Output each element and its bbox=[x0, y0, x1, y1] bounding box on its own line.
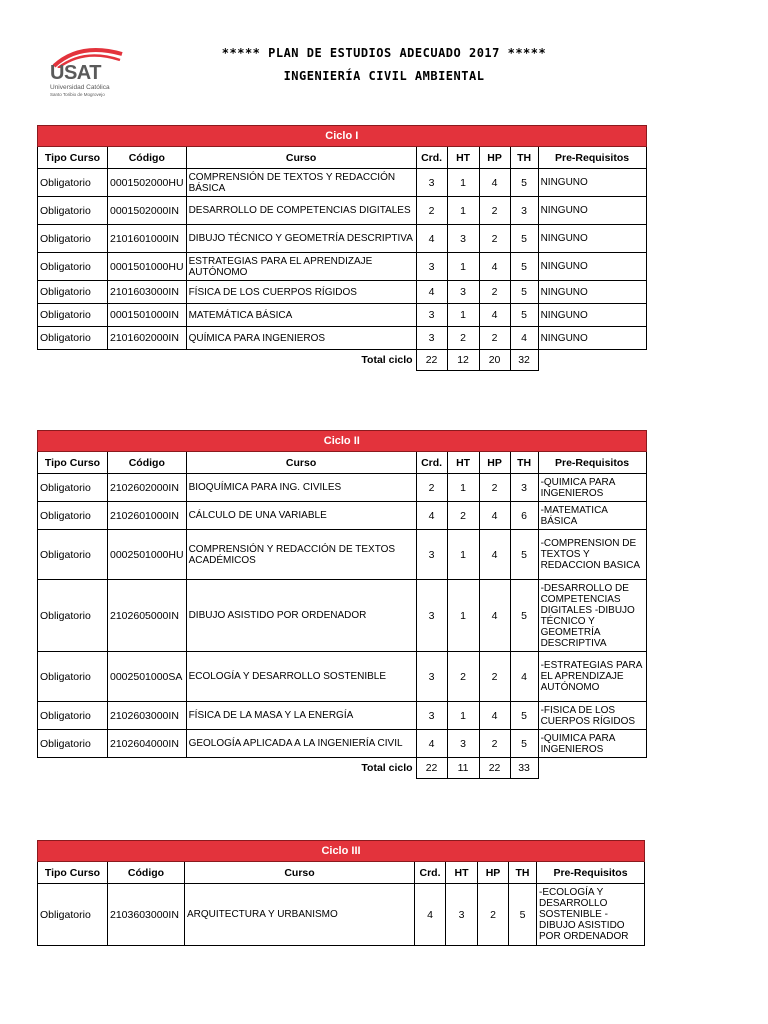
column-header: Tipo Curso bbox=[38, 862, 108, 884]
cell-crd: 2 bbox=[416, 197, 447, 225]
cell-ht: 2 bbox=[447, 502, 479, 530]
cell-crd: 3 bbox=[416, 304, 447, 327]
cell-pre: NINGUNO bbox=[538, 327, 646, 350]
cell-ht: 1 bbox=[447, 169, 479, 197]
cell-codigo: 2103603000IN bbox=[108, 884, 185, 946]
cell-pre: -ESTRATEGIAS PARA EL APRENDIZAJE AUTÓNOMO bbox=[538, 652, 646, 702]
cell-hp: 4 bbox=[479, 253, 510, 281]
cell-crd: 4 bbox=[416, 730, 447, 758]
cell-codigo: 0001502000IN bbox=[108, 197, 187, 225]
cell-hp: 2 bbox=[479, 730, 510, 758]
total-crd: 22 bbox=[416, 350, 447, 371]
table-row bbox=[38, 225, 647, 253]
cell-crd: 3 bbox=[416, 580, 447, 652]
cell-tipo: Obligatorio bbox=[38, 304, 108, 327]
logo-subtitle: Universidad Católica bbox=[50, 84, 110, 91]
logo-subtitle-2: Santo Toribio de Mogrovejo bbox=[50, 92, 105, 97]
column-header: Código bbox=[108, 452, 187, 474]
cell-th: 5 bbox=[510, 580, 538, 652]
column-header: Código bbox=[108, 862, 185, 884]
cell-curso: DIBUJO TÉCNICO Y GEOMETRÍA DESCRIPTIVA bbox=[186, 225, 416, 253]
column-header-row bbox=[38, 452, 647, 474]
cell-crd: 4 bbox=[416, 281, 447, 304]
cell-hp: 4 bbox=[479, 580, 510, 652]
table-row bbox=[38, 304, 647, 327]
table-row bbox=[38, 502, 647, 530]
total-label: Total ciclo bbox=[361, 354, 413, 367]
cell-crd: 3 bbox=[416, 327, 447, 350]
page-title: ***** PLAN DE ESTUDIOS ADECUADO 2017 ***** bbox=[221, 46, 547, 60]
cell-crd: 3 bbox=[416, 169, 447, 197]
cell-hp: 2 bbox=[479, 197, 510, 225]
cell-codigo: 2101602000IN bbox=[108, 327, 187, 350]
cell-ht: 1 bbox=[447, 197, 479, 225]
cell-codigo: 2102602000IN bbox=[108, 474, 187, 502]
cell-hp: 4 bbox=[479, 530, 510, 580]
cell-ht: 1 bbox=[447, 253, 479, 281]
cell-ht: 1 bbox=[447, 702, 479, 730]
cell-crd: 4 bbox=[416, 502, 447, 530]
column-header: Pre-Requisitos bbox=[538, 452, 646, 474]
table-row bbox=[38, 702, 647, 730]
cell-th: 4 bbox=[510, 327, 538, 350]
column-header: Crd. bbox=[416, 147, 447, 169]
cell-crd: 3 bbox=[416, 530, 447, 580]
cell-ht: 3 bbox=[447, 225, 479, 253]
cell-tipo: Obligatorio bbox=[38, 730, 108, 758]
total-ht: 12 bbox=[447, 350, 479, 371]
cell-tipo: Obligatorio bbox=[38, 652, 108, 702]
cell-codigo: 2102601000IN bbox=[108, 502, 187, 530]
cell-codigo: 2102603000IN bbox=[108, 702, 187, 730]
ciclo-header-row bbox=[38, 431, 647, 452]
cell-curso: GEOLOGÍA APLICADA A LA INGENIERÍA CIVIL bbox=[186, 730, 416, 758]
cell-tipo: Obligatorio bbox=[38, 197, 108, 225]
ciclo-header-row bbox=[38, 841, 645, 862]
table-row bbox=[38, 530, 647, 580]
cell-codigo: 0001501000HU bbox=[108, 253, 187, 281]
cell-curso: ECOLOGÍA Y DESARROLLO SOSTENIBLE bbox=[186, 652, 416, 702]
cell-ht: 3 bbox=[447, 281, 479, 304]
cell-ht: 1 bbox=[447, 474, 479, 502]
table-row bbox=[38, 580, 647, 652]
cell-codigo: 0001502000HU bbox=[108, 169, 187, 197]
table-row bbox=[38, 169, 647, 197]
cell-hp: 4 bbox=[479, 502, 510, 530]
cell-curso: CÁLCULO DE UNA VARIABLE bbox=[186, 502, 416, 530]
cell-pre: NINGUNO bbox=[538, 169, 646, 197]
total-th: 33 bbox=[510, 758, 538, 779]
total-blank bbox=[38, 758, 187, 779]
cell-curso: MATEMÁTICA BÁSICA bbox=[186, 304, 416, 327]
cell-codigo: 0001501000IN bbox=[108, 304, 187, 327]
cell-th: 5 bbox=[509, 884, 537, 946]
column-header: Crd. bbox=[416, 452, 447, 474]
table-row bbox=[38, 253, 647, 281]
cell-crd: 3 bbox=[416, 702, 447, 730]
cell-hp: 4 bbox=[479, 169, 510, 197]
column-header: HT bbox=[446, 862, 478, 884]
ciclo-header-row bbox=[38, 126, 647, 147]
cell-curso: COMPRENSIÓN Y REDACCIÓN DE TEXTOS ACADÉMICOS bbox=[186, 530, 416, 580]
total-blank-end bbox=[538, 758, 646, 779]
cell-codigo: 2102604000IN bbox=[108, 730, 187, 758]
table-row bbox=[38, 327, 647, 350]
cell-curso: ESTRATEGIAS PARA EL APRENDIZAJE AUTÓNOMO bbox=[186, 253, 416, 281]
cell-codigo: 2101603000IN bbox=[108, 281, 187, 304]
total-hp: 22 bbox=[479, 758, 510, 779]
column-header: HT bbox=[447, 147, 479, 169]
cell-codigo: 2101601000IN bbox=[108, 225, 187, 253]
column-header: HP bbox=[479, 452, 510, 474]
cell-tipo: Obligatorio bbox=[38, 884, 108, 946]
cell-curso: DESARROLLO DE COMPETENCIAS DIGITALES bbox=[186, 197, 416, 225]
page-subtitle: INGENIERÍA CIVIL AMBIENTAL bbox=[283, 69, 485, 83]
logo-text: USAT bbox=[50, 62, 101, 84]
total-label: Total ciclo bbox=[361, 762, 413, 775]
cell-codigo: 0002501000SA bbox=[108, 652, 187, 702]
cell-pre: -QUIMICA PARA INGENIEROS bbox=[538, 474, 646, 502]
cell-crd: 4 bbox=[416, 225, 447, 253]
cell-pre: NINGUNO bbox=[538, 253, 646, 281]
cell-th: 5 bbox=[510, 225, 538, 253]
cell-pre: NINGUNO bbox=[538, 304, 646, 327]
total-blank-end bbox=[538, 350, 646, 371]
total-th: 32 bbox=[510, 350, 538, 371]
table-row bbox=[38, 884, 645, 946]
cell-th: 5 bbox=[510, 702, 538, 730]
total-blank bbox=[38, 350, 187, 371]
cell-tipo: Obligatorio bbox=[38, 702, 108, 730]
column-header-row bbox=[38, 862, 645, 884]
table-row bbox=[38, 474, 647, 502]
cell-pre: -QUIMICA PARA INGENIEROS bbox=[538, 730, 646, 758]
table-row bbox=[38, 652, 647, 702]
column-header: Pre-Requisitos bbox=[538, 147, 646, 169]
table-row bbox=[38, 730, 647, 758]
cell-tipo: Obligatorio bbox=[38, 530, 108, 580]
cell-ht: 3 bbox=[447, 730, 479, 758]
column-header: HP bbox=[478, 862, 509, 884]
cell-codigo: 0002501000HU bbox=[108, 530, 187, 580]
cell-tipo: Obligatorio bbox=[38, 502, 108, 530]
cell-pre: -MATEMATICA BÁSICA bbox=[538, 502, 646, 530]
cell-th: 5 bbox=[510, 304, 538, 327]
cell-pre: NINGUNO bbox=[538, 281, 646, 304]
ciclo-title: Ciclo II bbox=[38, 431, 647, 452]
cell-hp: 2 bbox=[479, 281, 510, 304]
total-row bbox=[38, 758, 647, 779]
cell-pre: NINGUNO bbox=[538, 197, 646, 225]
cell-th: 5 bbox=[510, 281, 538, 304]
cell-tipo: Obligatorio bbox=[38, 225, 108, 253]
cell-crd: 4 bbox=[415, 884, 446, 946]
column-header: Código bbox=[108, 147, 187, 169]
cell-ht: 1 bbox=[447, 304, 479, 327]
total-row bbox=[38, 350, 647, 371]
cell-pre: -DESARROLLO DE COMPETENCIAS DIGITALES -DIBUJO TÉCNICO Y GEOMETRÍA DESCRIPTIVA bbox=[538, 580, 646, 652]
cell-curso: ARQUITECTURA Y URBANISMO bbox=[185, 884, 415, 946]
cell-th: 3 bbox=[510, 474, 538, 502]
cell-tipo: Obligatorio bbox=[38, 327, 108, 350]
cell-crd: 2 bbox=[416, 474, 447, 502]
cell-tipo: Obligatorio bbox=[38, 474, 108, 502]
cell-curso: QUÍMICA PARA INGENIEROS bbox=[186, 327, 416, 350]
ciclo-title: Ciclo III bbox=[38, 841, 645, 862]
cell-crd: 3 bbox=[416, 652, 447, 702]
column-header: TH bbox=[510, 452, 538, 474]
cell-curso: FÍSICA DE LOS CUERPOS RÍGIDOS bbox=[186, 281, 416, 304]
cell-crd: 3 bbox=[416, 253, 447, 281]
column-header: Tipo Curso bbox=[38, 452, 108, 474]
cell-tipo: Obligatorio bbox=[38, 169, 108, 197]
ciclo-table bbox=[37, 125, 647, 371]
cell-hp: 2 bbox=[479, 474, 510, 502]
cell-ht: 3 bbox=[446, 884, 478, 946]
cell-th: 5 bbox=[510, 730, 538, 758]
cell-th: 3 bbox=[510, 197, 538, 225]
cell-hp: 4 bbox=[479, 304, 510, 327]
cell-curso: FÍSICA DE LA MASA Y LA ENERGÍA bbox=[186, 702, 416, 730]
cell-tipo: Obligatorio bbox=[38, 281, 108, 304]
ciclo-table bbox=[37, 430, 647, 779]
cell-ht: 2 bbox=[447, 652, 479, 702]
cell-th: 5 bbox=[510, 530, 538, 580]
cell-th: 5 bbox=[510, 169, 538, 197]
cell-curso: BIOQUÍMICA PARA ING. CIVILES bbox=[186, 474, 416, 502]
cell-hp: 2 bbox=[479, 327, 510, 350]
cell-ht: 1 bbox=[447, 580, 479, 652]
cell-tipo: Obligatorio bbox=[38, 580, 108, 652]
cell-pre: -COMPRENSION DE TEXTOS Y REDACCION BASICA bbox=[538, 530, 646, 580]
column-header: Pre-Requisitos bbox=[537, 862, 645, 884]
column-header-row bbox=[38, 147, 647, 169]
cell-pre: -FISICA DE LOS CUERPOS RÍGIDOS bbox=[538, 702, 646, 730]
table-row bbox=[38, 281, 647, 304]
cell-ht: 1 bbox=[447, 530, 479, 580]
column-header: Crd. bbox=[415, 862, 446, 884]
cell-tipo: Obligatorio bbox=[38, 253, 108, 281]
ciclo-table bbox=[37, 840, 645, 946]
column-header: Curso bbox=[186, 147, 416, 169]
cell-curso: COMPRENSIÓN DE TEXTOS Y REDACCIÓN BÁSICA bbox=[186, 169, 416, 197]
cell-ht: 2 bbox=[447, 327, 479, 350]
column-header: TH bbox=[509, 862, 537, 884]
column-header: Curso bbox=[185, 862, 415, 884]
cell-hp: 2 bbox=[479, 225, 510, 253]
cell-hp: 2 bbox=[478, 884, 509, 946]
cell-th: 6 bbox=[510, 502, 538, 530]
cell-th: 4 bbox=[510, 652, 538, 702]
column-header: TH bbox=[510, 147, 538, 169]
cell-codigo: 2102605000IN bbox=[108, 580, 187, 652]
column-header: Curso bbox=[186, 452, 416, 474]
column-header: HT bbox=[447, 452, 479, 474]
cell-hp: 4 bbox=[479, 702, 510, 730]
cell-th: 5 bbox=[510, 253, 538, 281]
cell-pre: -ECOLOGÍA Y DESARROLLO SOSTENIBLE - DIBUJO ASISTIDO POR ORDENADOR bbox=[537, 884, 645, 946]
total-ht: 11 bbox=[447, 758, 479, 779]
column-header: Tipo Curso bbox=[38, 147, 108, 169]
cell-hp: 2 bbox=[479, 652, 510, 702]
table-row bbox=[38, 197, 647, 225]
ciclo-title: Ciclo I bbox=[38, 126, 647, 147]
total-crd: 22 bbox=[416, 758, 447, 779]
cell-curso: DIBUJO ASISTIDO POR ORDENADOR bbox=[186, 580, 416, 652]
column-header: HP bbox=[479, 147, 510, 169]
cell-pre: NINGUNO bbox=[538, 225, 646, 253]
total-hp: 20 bbox=[479, 350, 510, 371]
